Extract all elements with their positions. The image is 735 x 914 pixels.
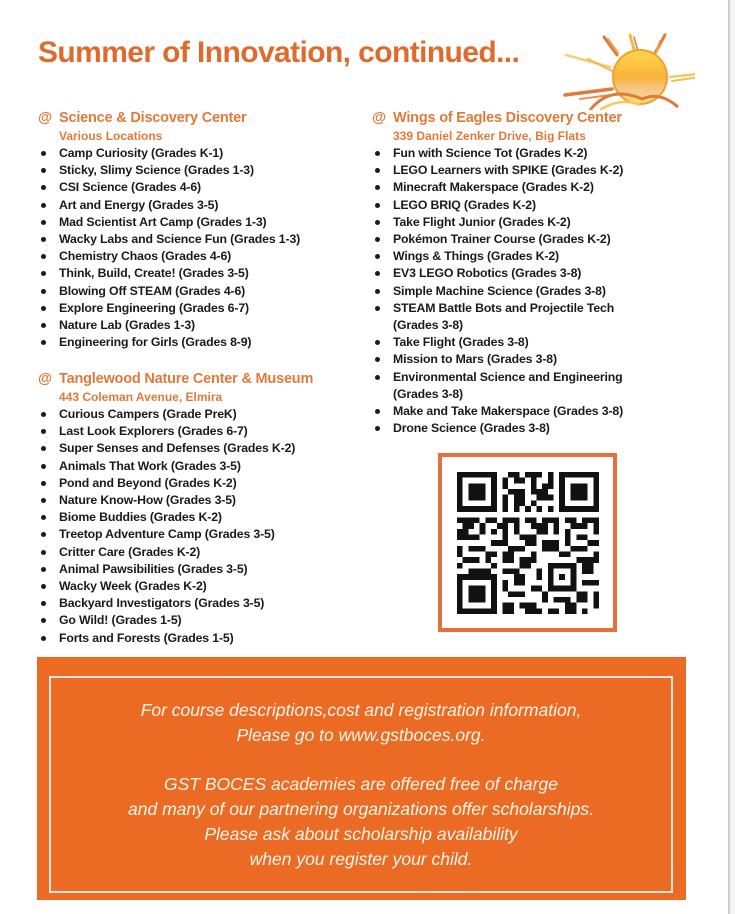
list-item: Blowing Off STEAM (Grades 4-6) — [38, 283, 358, 300]
info-line-register-child: when you register your child. — [249, 848, 473, 869]
bullet-icon — [41, 618, 46, 623]
list-item: STEAM Battle Bots and Projectile Tech (Grades 3-8) — [372, 300, 648, 334]
bullet-icon — [41, 429, 46, 434]
info-line-ask-scholarship: Please ask about scholarship availability — [204, 823, 518, 844]
list-item: Think, Build, Create! (Grades 3-5) — [38, 265, 358, 282]
list-item: Last Look Explorers (Grades 6-7) — [38, 423, 358, 440]
list-item: Mad Scientist Art Camp (Grades 1-3) — [38, 214, 358, 231]
venue-name: Tanglewood Nature Center & Museum — [59, 371, 314, 387]
at-symbol: @ — [372, 110, 387, 126]
bullet-icon — [41, 185, 46, 190]
list-item: Backyard Investigators (Grades 3-5) — [38, 595, 358, 612]
bullet-icon — [375, 151, 380, 156]
list-item: Biome Buddies (Grades K-2) — [38, 509, 358, 526]
list-item: Curious Campers (Grade PreK) — [38, 406, 358, 423]
list-item: Forts and Forests (Grades 1-5) — [38, 630, 358, 647]
bullet-icon — [41, 271, 46, 276]
bullet-icon — [375, 168, 380, 173]
bullet-icon — [375, 409, 380, 414]
bullet-icon — [41, 220, 46, 225]
list-item: Animal Pawsibilities (Grades 3-5) — [38, 561, 358, 578]
bullet-icon — [375, 375, 380, 380]
bullet-icon — [375, 289, 380, 294]
list-item: Take Flight (Grades 3-8) — [372, 334, 672, 351]
info-line-website: Please go to www.gstboces.org. — [236, 724, 486, 745]
list-item: CSI Science (Grades 4-6) — [38, 179, 358, 196]
list-item: Go Wild! (Grades 1-5) — [38, 612, 358, 629]
bullet-icon — [41, 289, 46, 294]
info-line-scholarships: and many of our partnering organizations offer scholarships. — [128, 798, 594, 819]
bullet-icon — [41, 340, 46, 345]
list-item: Mission to Mars (Grades 3-8) — [372, 351, 672, 368]
bullet-icon — [41, 532, 46, 537]
bullet-icon — [41, 446, 46, 451]
bullet-icon — [41, 237, 46, 242]
list-item: Nature Know-How (Grades 3-5) — [38, 492, 358, 509]
venue-location: 339 Daniel Zenker Drive, Big Flats — [393, 129, 586, 143]
list-item: Treetop Adventure Camp (Grades 3-5) — [38, 526, 358, 543]
registration-info-inner-border — [49, 676, 673, 893]
venue-location: 443 Coleman Avenue, Elmira — [59, 390, 223, 404]
at-symbol: @ — [38, 110, 53, 126]
list-item: Art and Energy (Grades 3-5) — [38, 197, 358, 214]
sun-icon — [560, 15, 695, 110]
list-item: Camp Curiosity (Grades K-1) — [38, 145, 358, 162]
qr-code-icon — [457, 472, 599, 614]
bullet-icon — [375, 237, 380, 242]
venue-section-science-discovery — [38, 110, 358, 351]
at-symbol: @ — [38, 371, 53, 387]
list-item: Explore Engineering (Grades 6-7) — [38, 300, 358, 317]
list-item: Make and Take Makerspace (Grades 3-8) — [372, 403, 672, 420]
bullet-icon — [375, 357, 380, 362]
bullet-icon — [41, 151, 46, 156]
list-item: Take Flight Junior (Grades K-2) — [372, 214, 672, 231]
venue-section-wings-of-eagles — [372, 110, 672, 437]
info-line-free-of-charge: GST BOCES academies are offered free of charge — [164, 773, 558, 794]
list-item: Animals That Work (Grades 3-5) — [38, 458, 358, 475]
bullet-icon — [375, 426, 380, 431]
program-list — [38, 406, 358, 647]
bullet-icon — [375, 340, 380, 345]
bullet-icon — [41, 323, 46, 328]
bullet-icon — [41, 567, 46, 572]
venue-section-tanglewood — [38, 371, 358, 647]
list-item: Chemistry Chaos (Grades 4-6) — [38, 248, 358, 265]
list-item: Sticky, Slimy Science (Grades 1-3) — [38, 162, 358, 179]
bullet-icon — [375, 254, 380, 259]
qr-code-frame — [438, 453, 617, 632]
list-item: Engineering for Girls (Grades 8-9) — [38, 334, 358, 351]
bullet-icon — [375, 306, 380, 311]
bullet-icon — [41, 412, 46, 417]
list-item: Pokémon Trainer Course (Grades K-2) — [372, 231, 672, 248]
info-line-course-descriptions: For course descriptions,cost and registration information, — [140, 699, 582, 720]
list-item: Nature Lab (Grades 1-3) — [38, 317, 358, 334]
bullet-icon — [41, 636, 46, 641]
bullet-icon — [375, 220, 380, 225]
page-edge-margin — [730, 0, 735, 914]
bullet-icon — [41, 168, 46, 173]
bullet-icon — [375, 185, 380, 190]
bullet-icon — [41, 498, 46, 503]
bullet-icon — [41, 306, 46, 311]
list-item: Wings & Things (Grades K-2) — [372, 248, 672, 265]
program-list — [38, 145, 358, 351]
bullet-icon — [41, 464, 46, 469]
bullet-icon — [375, 271, 380, 276]
bullet-icon — [41, 254, 46, 259]
list-item: Environmental Science and Engineering (Grades 3-8) — [372, 369, 658, 403]
bullet-icon — [41, 601, 46, 606]
bullet-icon — [41, 515, 46, 520]
venue-name: Wings of Eagles Discovery Center — [393, 110, 622, 126]
bullet-icon — [41, 203, 46, 208]
registration-info-box — [37, 657, 686, 900]
list-item: Wacky Week (Grades K-2) — [38, 578, 358, 595]
venue-location: Various Locations — [59, 129, 163, 143]
bullet-icon — [41, 584, 46, 589]
bullet-icon — [375, 203, 380, 208]
venue-heading — [38, 110, 358, 128]
venue-name: Science & Discovery Center — [59, 110, 247, 126]
list-item: Simple Machine Science (Grades 3-8) — [372, 283, 672, 300]
list-item: Fun with Science Tot (Grades K-2) — [372, 145, 672, 162]
venue-heading — [372, 110, 672, 128]
bullet-icon — [41, 550, 46, 555]
list-item: Wacky Labs and Science Fun (Grades 1-3) — [38, 231, 358, 248]
bullet-icon — [41, 481, 46, 486]
list-item: LEGO BRIQ (Grades K-2) — [372, 197, 672, 214]
venue-heading — [38, 371, 358, 389]
page-title: Summer of Innovation, continued... — [38, 36, 520, 69]
list-item: LEGO Learners with SPIKE (Grades K-2) — [372, 162, 672, 179]
list-item: Pond and Beyond (Grades K-2) — [38, 475, 358, 492]
program-list — [372, 145, 672, 437]
list-item: Drone Science (Grades 3-8) — [372, 420, 672, 437]
list-item: EV3 LEGO Robotics (Grades 3-8) — [372, 265, 672, 282]
list-item: Minecraft Makerspace (Grades K-2) — [372, 179, 672, 196]
list-item: Critter Care (Grades K-2) — [38, 544, 358, 561]
list-item: Super Senses and Defenses (Grades K-2) — [38, 440, 358, 457]
